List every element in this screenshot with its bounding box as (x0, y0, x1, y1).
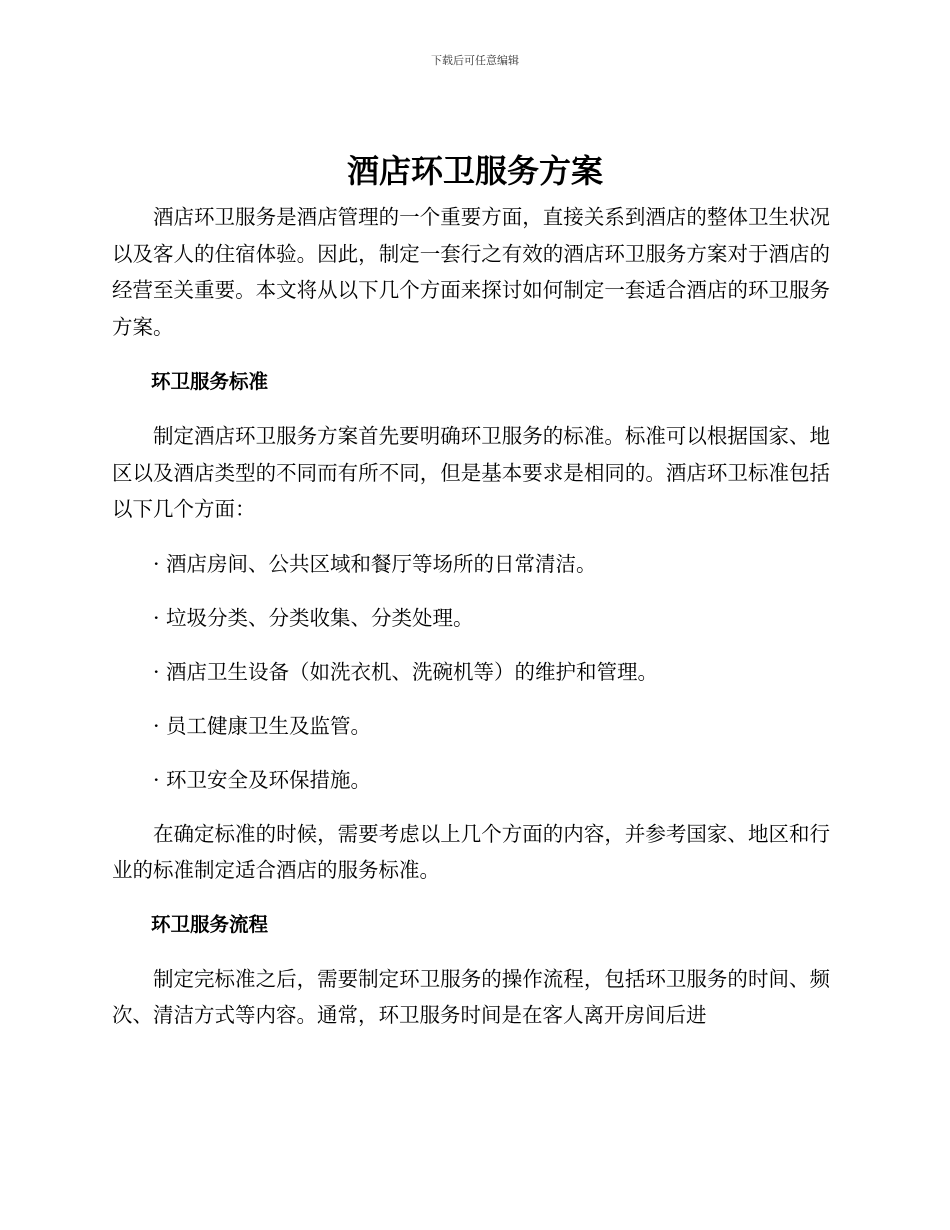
bullet-item-staff-health: · 员工健康卫生及监管。 (153, 713, 372, 738)
standards-paragraph: 制定酒店环卫服务方案首先要明确环卫服务的标准。标准可以根据国家、地区以及酒店类型的不同而有所不同，但是基本要求是相同的。酒店环卫标准包括以下几个方面： (112, 424, 830, 521)
section-heading-process: 环卫服务流程 (151, 912, 269, 936)
bullet-item-equipment: · 酒店卫生设备（如洗衣机、洗碗机等）的维护和管理。 (153, 659, 659, 684)
spacer (112, 636, 830, 654)
page-header-note: 下载后可任意编辑 (431, 54, 519, 67)
standards-conclusion-paragraph: 在确定标准的时候，需要考虑以上几个方面的内容，并参考国家、地区和行业的标准制定适合酒店的服务标准。 (112, 821, 830, 882)
spacer (112, 943, 830, 961)
document-body (112, 199, 830, 1034)
spacer (112, 798, 830, 816)
spacer (112, 345, 830, 364)
bullet-item-safety: · 环卫安全及环保措施。 (153, 767, 372, 792)
section-heading-standards: 环卫服务标准 (151, 370, 269, 393)
spacer (112, 744, 830, 762)
document-title: 酒店环卫服务方案 (346, 152, 603, 190)
spacer (112, 889, 830, 907)
bullet-item-daily-cleaning: · 酒店房间、公共区域和餐厅等场所的日常清洁。 (153, 551, 597, 576)
intro-paragraph: 酒店环卫服务是酒店管理的一个重要方面，直接关系到酒店的整体卫生状况以及客人的住宿体验。因此，制定一套行之有效的酒店环卫服务方案对于酒店的经营至关重要。本文将从以下几个方面来探讨如何制定一套适合酒店的环卫服务方案。 (112, 205, 830, 339)
bullet-item-waste-sorting: · 垃圾分类、分类收集、分类处理。 (153, 605, 474, 630)
spacer (112, 690, 830, 708)
spacer (112, 400, 830, 418)
process-paragraph: 制定完标准之后，需要制定环卫服务的操作流程，包括环卫服务的时间、频次、清洁方式等内容。通常，环卫服务时间是在客人离开房间后进 (112, 966, 830, 1027)
spacer (112, 582, 830, 600)
spacer (112, 528, 830, 546)
